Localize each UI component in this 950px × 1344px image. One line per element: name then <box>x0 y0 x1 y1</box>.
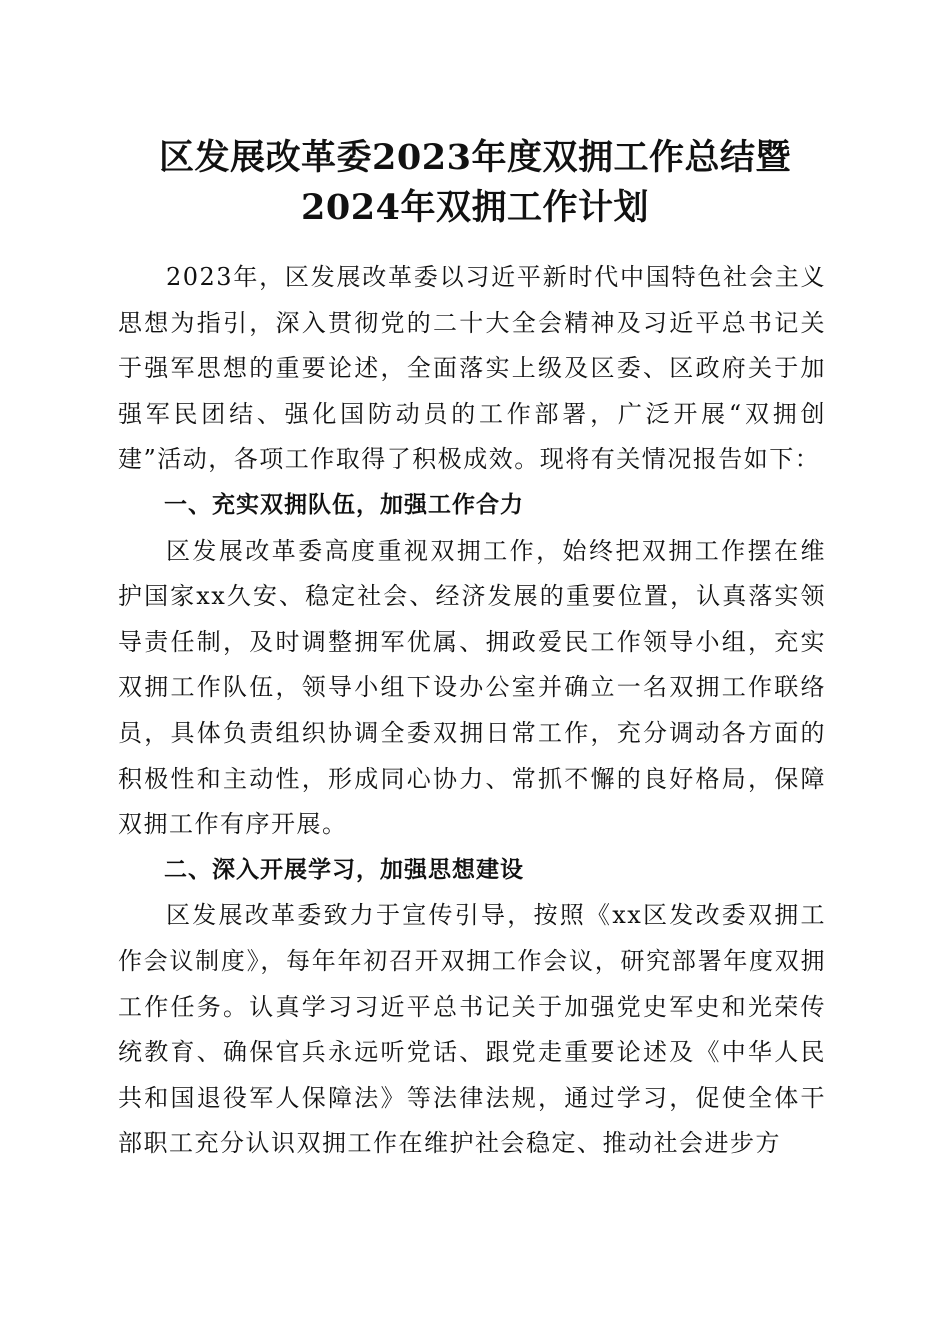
section-body-1: 区发展改革委高度重视双拥工作，始终把双拥工作摆在维护国家xx久安、稳定社会、经济发展的重要位置，认真落实领导责任制，及时调整拥军优属、拥政爱民工作领导小组，充实双拥工作队伍，领导小组下设办公室并确立一名双拥工作联络员，具体负责组织协调全委双拥日常工作，充分调动各方面的积极性和主动性，形成同心协力、常抓不懈的良好格局，保障双拥工作有序开展。 <box>118 536 826 839</box>
document-body <box>118 255 826 1167</box>
intro-paragraph: 2023年，区发展改革委以习近平新时代中国特色社会主义思想为指引，深入贯彻党的二十大全会精神及习近平总书记关于强军思想的重要论述，全面落实上级及区委、区政府关于加强军民团结、强化国防动员的工作部署，广泛开展“双拥创建”活动，各项工作取得了积极成效。现将有关情况报告如下： <box>118 263 826 474</box>
section-heading-1: 一、充实双拥队伍，加强工作合力 <box>164 491 524 518</box>
section-body-2: 区发展改革委致力于宣传引导，按照《xx区发改委双拥工作会议制度》，每年年初召开双拥工作会议，研究部署年度双拥工作任务。认真学习习近平总书记关于加强党史军史和光荣传统教育、确保官兵永远听党话、跟党走重要论述及《中华人民共和国退役军人保障法》等法律法规，通过学习，促使全体干部职工充分认识双拥工作在维护社会稳定、推动社会进步方 <box>118 901 826 1158</box>
section-heading-2: 二、深入开展学习，加强思想建设 <box>164 856 524 883</box>
document-title: 区发展改革委2023年度双拥工作总结暨2024年双拥工作计划 <box>159 137 791 228</box>
